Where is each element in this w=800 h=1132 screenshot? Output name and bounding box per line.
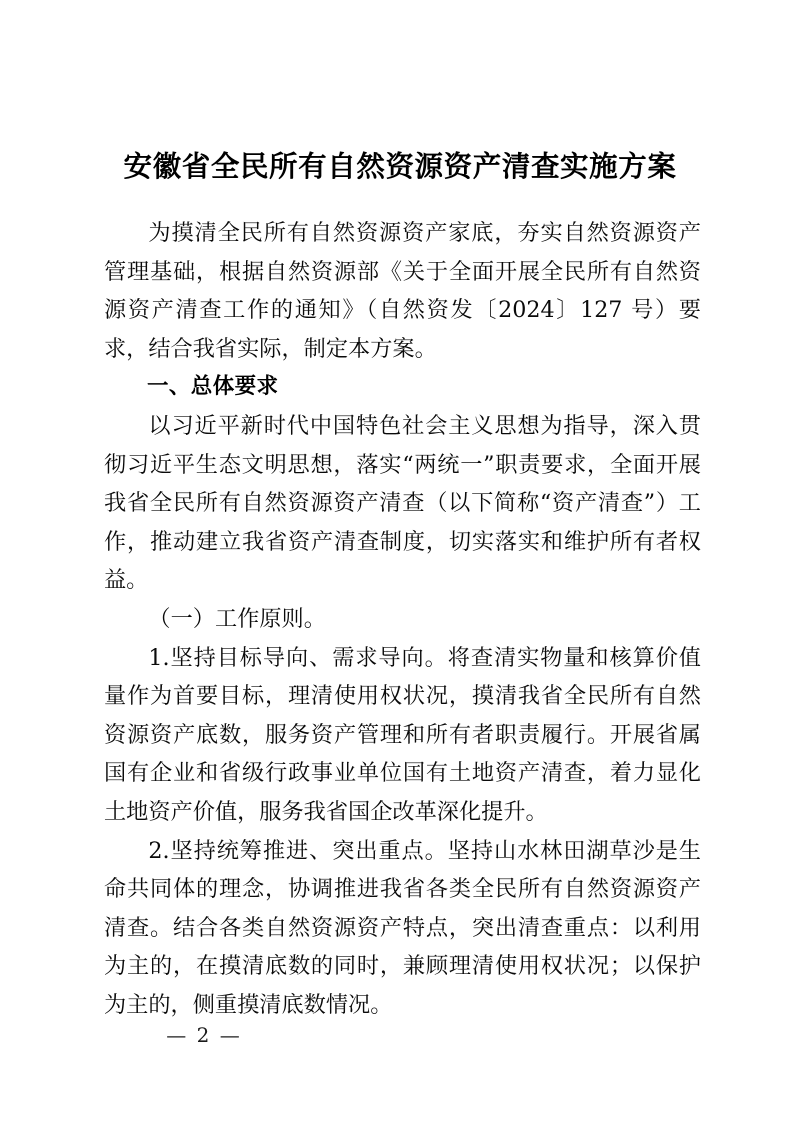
section-intro-paragraph: 以习近平新时代中国特色社会主义思想为指导，深入贯彻习近平生态文明思想，落实“两统一”职责要求，全面开展我省全民所有自然资源资产清查（以下简称“资产清查”）工作，推动建立我省资产清查制度，切实落实和维护所有者权益。 (104, 412, 701, 594)
page-number-footer: — 2 — (166, 1023, 242, 1047)
preamble-paragraph: 为摸清全民所有自然资源资产家底，夯实自然资源资产管理基础，根据自然资源部《关于全面开展全民所有自然资源资产清查工作的通知》（自然资发〔2024〕127 号）要求，结合我省实际，制定本方案。 (104, 220, 701, 362)
subsection-heading-work-principles: （一）工作原则。 (148, 605, 326, 632)
numbered-item-1: 1.坚持目标导向、需求导向。将查清实物量和核算价值量作为首要目标，理清使用权状况，摸清我省全民所有自然资源资产底数，服务资产管理和所有者职责履行。开展省属国有企业和省级行政事业单位国有土地资产清查，着力显化土地资产价值，服务我省国企改革深化提升。 (104, 644, 701, 825)
numbered-item-2: 2.坚持统筹推进、突出重点。坚持山水林田湖草沙是生命共同体的理念，协调推进我省各类全民所有自然资源资产清查。结合各类自然资源资产特点，突出清查重点：以利用为主的，在摸清底数的同时，兼顾理清使用权状况；以保护为主的，侧重摸清底数情况。 (104, 837, 701, 1018)
document-body (104, 214, 701, 1024)
page-title: 安徽省全民所有自然资源资产清查实施方案 (123, 149, 677, 184)
section-heading-overall-requirements: 一、总体要求 (147, 374, 279, 400)
